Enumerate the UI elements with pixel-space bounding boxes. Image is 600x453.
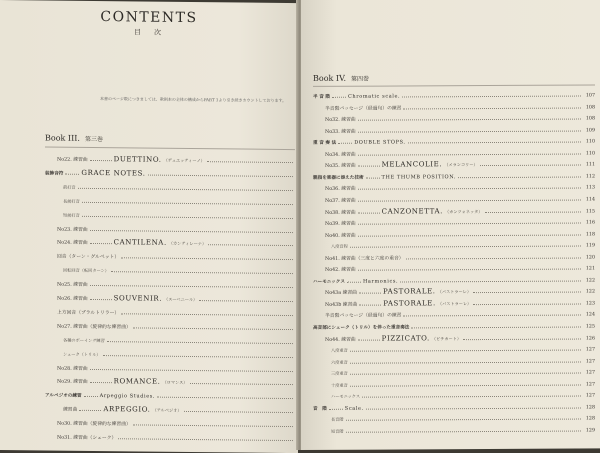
dot-leader	[362, 396, 581, 398]
toc-entry-label: No23. 練習曲	[57, 227, 88, 233]
toc-entry	[331, 238, 595, 250]
toc-entry-label: シェーク（トリル）	[63, 351, 101, 357]
toc-entry-label: No32. 練習曲	[325, 117, 356, 123]
dot-leader	[90, 368, 293, 371]
toc-entry-page: 129	[585, 428, 595, 434]
toc-entry-title-jp: （ロマンス）	[162, 380, 188, 386]
dot-leader	[199, 300, 293, 302]
dot-leader	[103, 355, 293, 358]
toc-entry-title-jp: （カンツォネッタ）	[444, 208, 483, 214]
toc-entry-label: 前打音	[63, 184, 76, 190]
toc-entry-title: Harmonics.	[362, 278, 399, 285]
toc-entry-page: 120	[585, 255, 595, 261]
toc-entry	[325, 249, 595, 261]
toc-entry-title: Scale.	[344, 405, 364, 412]
dot-leader	[157, 397, 293, 399]
dot-leader	[358, 212, 380, 213]
toc-entry	[57, 360, 295, 373]
dot-leader	[473, 292, 581, 294]
toc-entry	[325, 122, 595, 134]
toc-entry-page: 111	[585, 162, 595, 168]
book-label: Book III.	[45, 133, 80, 143]
toc-entry-label: 長前打音	[63, 198, 80, 204]
toc-entry	[63, 193, 295, 206]
toc-entry-label: 重 音 奏 法	[313, 141, 337, 147]
toc-entry-page: 115	[585, 208, 595, 215]
right-page	[301, 0, 600, 450]
toc-entry-page: 122	[585, 289, 595, 295]
dot-leader	[400, 280, 581, 282]
toc-entry-label: 音 階	[313, 406, 327, 412]
toc-entry-label: 各種のボーイング練習	[63, 337, 105, 343]
dot-leader	[358, 234, 581, 236]
toc-entry	[57, 221, 295, 234]
dot-leader	[408, 142, 581, 144]
toc-entry	[325, 191, 595, 203]
toc-entry-title-jp: （メランコリー）	[444, 162, 478, 168]
toc-entry	[331, 388, 595, 400]
toc-entry	[63, 346, 295, 359]
dot-leader	[332, 97, 346, 98]
toc-entry	[325, 330, 595, 342]
toc-entry-label: 装飾音符	[45, 171, 64, 177]
toc-entry-page: 124	[585, 312, 595, 318]
dot-leader	[458, 176, 581, 178]
dot-leader	[411, 327, 581, 329]
page-subtitle: 目 次	[134, 28, 164, 37]
toc-entry	[325, 99, 595, 111]
toc-entry-page: 127	[585, 370, 595, 376]
book-heading	[45, 133, 103, 143]
toc-entry-label: 長音階	[331, 417, 344, 423]
toc-entry	[325, 203, 595, 215]
toc-entry-label: No37. 練習曲	[325, 198, 356, 204]
toc-entry-label: 三度重音	[331, 370, 348, 377]
toc-entry-label: ハーモニックス	[313, 279, 345, 285]
toc-entry-title-jp: （デュエッティーノ）	[163, 157, 205, 164]
dot-leader	[79, 410, 101, 411]
toc-entry	[325, 145, 595, 157]
dot-leader	[121, 313, 293, 316]
dot-leader	[107, 341, 293, 344]
toc-entry-label: ハーモニックス	[331, 393, 361, 400]
toc-entry	[325, 226, 595, 238]
toc-entry-label: 十度重音	[331, 382, 348, 388]
toc-entry-label: 上方回音（プラルトリラー）	[57, 310, 120, 317]
toc-entry	[63, 402, 295, 415]
dot-leader	[133, 327, 293, 330]
toc-entry-page: 126	[585, 336, 595, 342]
toc-entry	[57, 430, 295, 443]
toc-entry-label: No33. 練習曲	[325, 129, 356, 135]
toc-entry	[45, 388, 295, 402]
dot-leader	[359, 304, 381, 305]
toc-entry-label: No24. 練習曲	[57, 240, 88, 247]
toc-entry	[331, 365, 595, 377]
dot-leader	[358, 199, 581, 201]
dot-leader	[347, 281, 361, 282]
dot-leader	[78, 188, 293, 191]
dot-leader	[111, 271, 293, 274]
toc-entry	[63, 207, 295, 220]
toc-entry-label: No43b 練習曲	[325, 302, 358, 308]
toc-entry-label: No29. 練習曲	[57, 379, 88, 386]
dot-leader	[118, 438, 293, 441]
dot-leader	[350, 384, 581, 386]
toc-entry-label: No35. 練習曲	[325, 164, 356, 170]
toc-entry-page: 128	[585, 405, 595, 411]
toc-entry-label: アルペジオの練習	[45, 393, 82, 400]
dot-leader	[90, 160, 112, 161]
toc-entry-title-jp: （パストラーレ）	[437, 300, 472, 307]
toc-entry-label: No41. 練習曲（三度と六度の重音）	[325, 256, 404, 262]
toc-entry-label: 八度重音	[331, 347, 348, 353]
toc-entry	[57, 416, 295, 429]
toc-entry	[313, 87, 595, 99]
dot-leader	[208, 245, 293, 247]
toc-entry-page: 127	[585, 393, 595, 399]
toc-entry	[57, 277, 295, 290]
dot-leader	[65, 174, 79, 175]
toc-entry-label: 短前打音	[63, 212, 80, 218]
toc-entry-label: 半音階パッセージ（経過句）の練習	[325, 106, 402, 112]
toc-entry-title: ROMANCE.	[113, 377, 161, 387]
toc-entry	[325, 295, 595, 307]
toc-entry-label: No27. 練習曲（旋律的な練習曲）	[57, 324, 131, 331]
toc-entry-title-jp: （ピチカート）	[431, 335, 462, 341]
dot-leader	[82, 215, 293, 218]
dot-leader	[366, 407, 581, 409]
toc-entry-label: No42. 練習曲	[325, 267, 356, 274]
toc-entry	[313, 399, 595, 411]
toc-entry	[313, 168, 595, 180]
toc-entry	[57, 249, 295, 262]
toc-entry-label: 高音部にシェーク（トリル）を伴った重音奏法	[313, 325, 410, 331]
toc-entry	[325, 180, 595, 192]
page-title: CONTENTS	[100, 9, 198, 27]
dot-leader	[90, 382, 112, 383]
toc-entry-page: 121	[585, 266, 595, 272]
book-label-jp: 第三巻	[84, 135, 103, 144]
toc-entry-label: 半 音 階	[313, 94, 330, 100]
toc-entry	[325, 111, 595, 123]
toc-entry-label: No28. 練習曲	[57, 366, 88, 372]
dot-leader	[485, 211, 581, 213]
dot-leader	[359, 293, 381, 294]
toc-entry-title-jp: （スーベニール）	[164, 296, 198, 303]
dot-leader	[338, 143, 352, 144]
dot-leader	[358, 130, 581, 132]
toc-entry-page: 125	[585, 324, 595, 330]
dot-leader	[190, 383, 294, 385]
toc-entry	[325, 284, 595, 296]
dot-leader	[358, 119, 581, 121]
toc-entry-label: No25. 練習曲	[57, 282, 88, 289]
dot-leader	[403, 107, 581, 109]
dot-leader	[350, 373, 581, 375]
dot-leader	[406, 257, 581, 259]
toc-entry-title-jp: （アルペジオ）	[152, 407, 182, 414]
toc-entry	[313, 134, 595, 146]
toc-entry	[45, 165, 295, 179]
toc-entry-page: 127	[585, 347, 595, 353]
dot-leader	[90, 299, 112, 300]
toc-entry-title: GRACE NOTES.	[81, 168, 146, 178]
toc-entry-page: 116	[585, 220, 595, 226]
toc-entry-page: 128	[585, 416, 595, 422]
toc-entry-page: 122	[585, 278, 595, 284]
toc-entry-page: 123	[585, 301, 595, 307]
toc-entry-page: 118	[585, 232, 595, 238]
dot-leader	[463, 338, 581, 340]
toc-entry	[313, 318, 595, 330]
dot-leader	[121, 258, 293, 261]
dot-leader	[350, 350, 581, 352]
dot-leader	[346, 419, 581, 421]
toc-entry	[63, 263, 295, 276]
toc-entry-title: PIZZICATO.	[381, 333, 430, 343]
toc-entry-label: No44. 練習曲	[325, 337, 356, 343]
toc-entry	[331, 411, 595, 423]
toc-entry-label: 半音階パッセージ（経過句）の練習	[325, 313, 402, 320]
toc-entry	[325, 261, 595, 273]
toc-entry-page: 113	[585, 185, 595, 191]
toc-entry-label: 練習曲	[63, 407, 78, 413]
dot-leader	[358, 339, 380, 340]
toc-entry	[57, 291, 295, 304]
toc-entry	[325, 215, 595, 227]
toc-entry-page: 127	[585, 359, 595, 365]
toc-entry	[331, 353, 595, 365]
dot-leader	[402, 96, 581, 98]
toc-entry-title: DUETTINO.	[113, 155, 162, 164]
toc-entry-label: No40. 練習曲	[325, 233, 356, 239]
book-heading	[313, 74, 369, 83]
book-label: Book IV.	[313, 73, 346, 83]
dot-leader	[480, 165, 581, 167]
dot-leader	[350, 361, 581, 363]
toc-entry-title: THE THUMB POSITION.	[381, 174, 457, 181]
dot-leader	[350, 246, 581, 248]
toc-entry-label: No34. 練習曲	[325, 152, 356, 158]
toc-entry-page: 109	[585, 128, 595, 134]
toc-entry-page: 119	[585, 243, 595, 249]
toc-entry-page: 108	[585, 105, 595, 111]
dot-leader	[184, 411, 293, 413]
toc-entry	[325, 157, 595, 169]
dot-leader	[133, 424, 293, 427]
toc-entry	[331, 376, 595, 388]
toc-entry-page: 110	[585, 139, 595, 145]
dot-leader	[90, 243, 112, 244]
toc-entry-label: No39. 練習曲	[325, 221, 356, 227]
toc-entry-title: Arpeggio Studies.	[99, 393, 156, 400]
toc-entry-label: 短音階	[331, 428, 344, 434]
dot-leader	[358, 166, 380, 167]
toc-entry-title: CANTILENA.	[113, 238, 167, 248]
toc-entry-label: No31. 練習曲（シェーク）	[57, 435, 117, 442]
toc-entry-label: 八度音程	[331, 243, 348, 249]
dot-leader	[358, 269, 581, 271]
toc-entry	[331, 422, 595, 434]
toc-entry-title: ARPEGGIO.	[103, 405, 151, 414]
divider	[313, 84, 595, 86]
toc-entry-label: No22. 練習曲	[57, 157, 88, 163]
dot-leader	[358, 188, 581, 190]
toc-entry	[325, 307, 595, 319]
toc-entry-label: No26. 練習曲	[57, 296, 88, 302]
toc-entry-label: No43a 練習曲	[325, 291, 357, 297]
dot-leader	[329, 409, 343, 410]
toc-entry-label: 六度重音	[331, 359, 348, 365]
toc-entry-page: 108	[585, 116, 595, 122]
toc-entry-title: Chromatic scale.	[347, 93, 401, 100]
toc-entry-title: PASTORALE.	[382, 287, 436, 296]
dot-leader	[90, 285, 293, 288]
divider	[45, 146, 295, 150]
dot-leader	[473, 303, 581, 305]
dot-leader	[358, 223, 581, 225]
toc-entry-title: CANZONETTA.	[381, 206, 443, 216]
dot-leader	[82, 202, 293, 205]
dot-leader	[207, 161, 293, 163]
toc-entry	[57, 374, 295, 387]
toc-entry	[57, 235, 295, 248]
toc-entry-page: 110	[585, 151, 595, 157]
toc-entry	[63, 179, 295, 192]
toc-entry-label: No30. 練習曲（旋律的な練習曲）	[57, 421, 131, 428]
toc-entry-title-jp: （パストラーレ）	[437, 289, 472, 295]
toc-entry-title-jp: （カンティレーナ）	[168, 241, 207, 247]
toc-entry-label: 親指を楽器に添えた技術	[313, 175, 364, 181]
left-page	[0, 0, 298, 453]
dot-leader	[84, 396, 98, 397]
toc-entry-label: 回転回音（転回ターン）	[63, 267, 109, 274]
toc-entry-title: SOUVENIR.	[113, 294, 163, 303]
dot-leader	[358, 153, 581, 155]
toc-entry	[331, 342, 595, 354]
dot-leader	[148, 174, 293, 177]
book-label-jp: 第四巻	[350, 75, 369, 83]
dot-leader	[403, 315, 581, 317]
toc-entry	[57, 318, 295, 331]
toc-entry	[57, 152, 295, 165]
toc-entry-title: PASTORALE.	[383, 299, 436, 308]
toc-entry	[57, 304, 295, 317]
dot-leader	[366, 177, 380, 178]
toc-entry-page: 107	[585, 93, 595, 99]
toc-entry-label: No38. 練習曲	[325, 210, 356, 216]
toc-entry	[63, 332, 295, 345]
toc-entry-title: DOUBLE STOPS.	[354, 139, 406, 146]
dot-leader	[90, 229, 293, 232]
toc-entry-label: 回音（ターン・グルペット）	[57, 254, 120, 261]
toc-entry-page: 114	[585, 197, 595, 203]
toc-entry-label: No36. 練習曲	[325, 187, 356, 193]
toc-entry-title: MELANCOLIE.	[381, 160, 443, 169]
toc-entry-page: 127	[585, 382, 595, 388]
dot-leader	[346, 430, 581, 432]
pagination-note: 本書のページ数につきましては、教則本の全体の構成からPART 1より引き続きカウントしております。	[100, 96, 287, 103]
toc-entry-page: 112	[585, 174, 595, 180]
toc-entry	[313, 272, 595, 284]
